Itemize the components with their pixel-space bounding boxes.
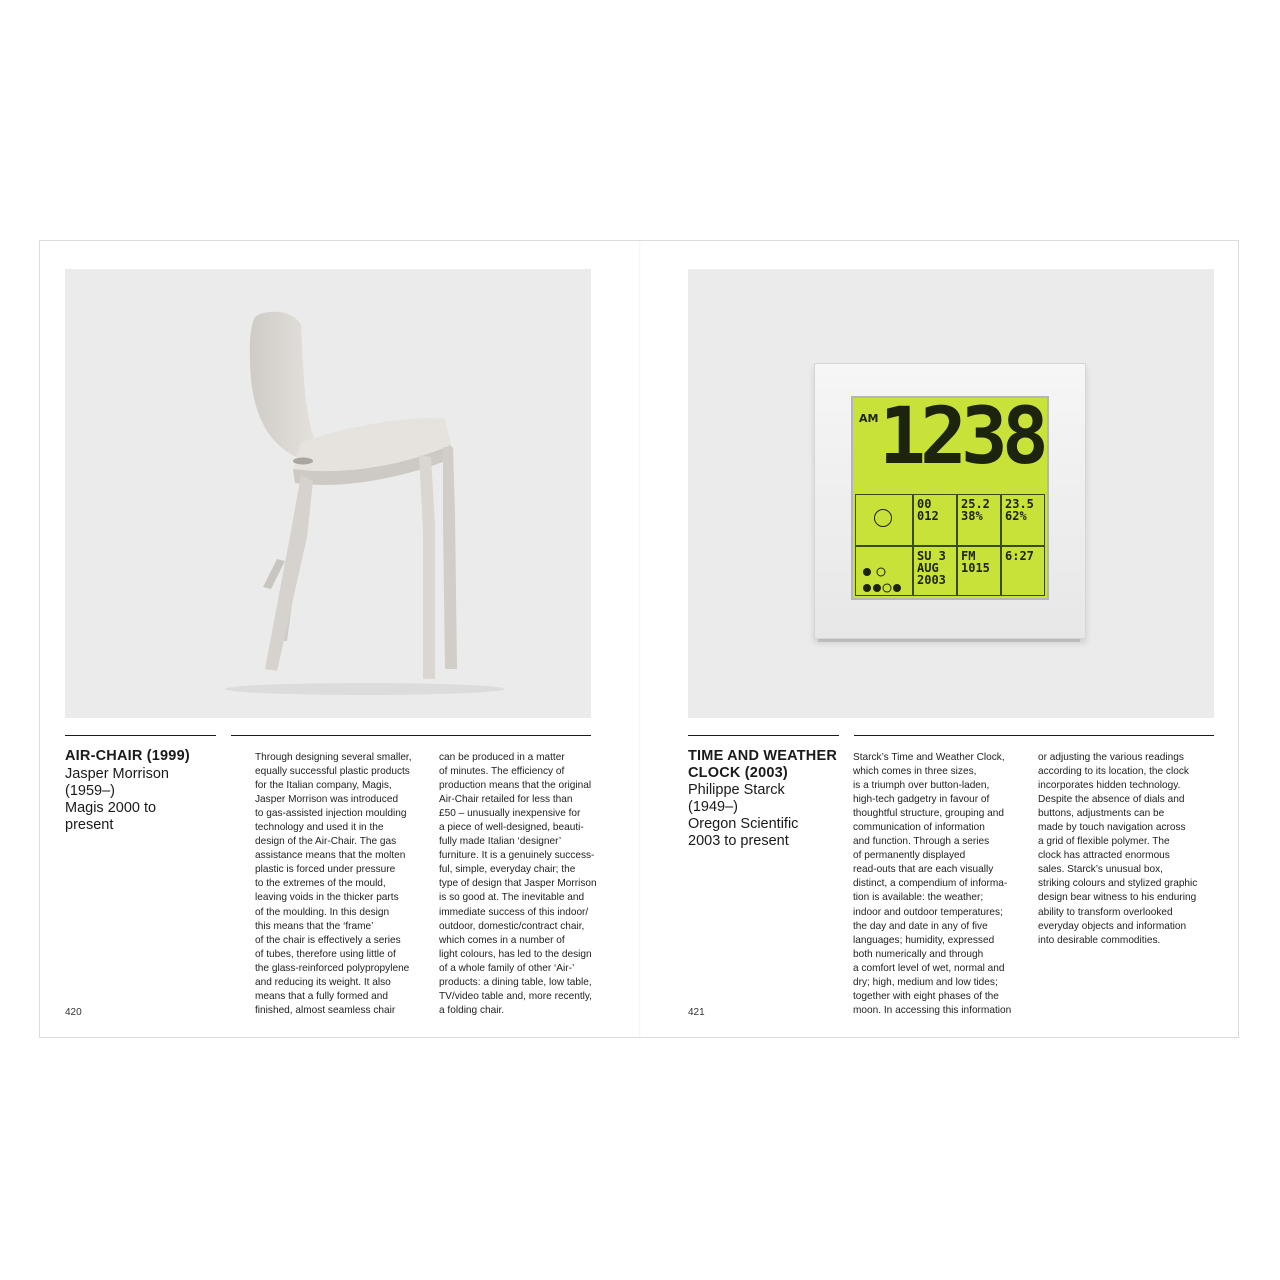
body-column-1: Starck’s Time and Weather Clock, which comes in three sizes, is a triumph over button-laden, high-tech gadgetry in favour of thoughtful structure, grouping and communication of information and function. Through a series of permanently displayed read-outs that are each visually distinct, a compendium of informa- tion is available: the weather; indoor and outdoor temperatures; the day and date in any of five languages; humidity, expressed both numerically and through a comfort level of wet, normal and dry; high, medium and low tides; together with eight phases of the moon. In accessing this information [853, 752, 1012, 1016]
page-number: 420 [65, 1007, 82, 1018]
title-rule [688, 735, 839, 736]
alarm-cell: 6:27 [1001, 546, 1045, 596]
left-page [40, 241, 640, 1037]
radio-cell: FM 1015 [957, 546, 1001, 596]
sun-icon [874, 509, 892, 527]
outdoor-cell: 23.5 62% [1001, 494, 1045, 546]
page-number: 421 [688, 1007, 705, 1018]
product-title: TIME AND WEATHER CLOCK (2003) [688, 748, 837, 781]
air-chair-illustration [65, 269, 591, 718]
book-spread [39, 240, 1239, 1038]
clock-time-digits: 1238 [879, 392, 1043, 482]
clock-body [814, 363, 1086, 639]
manufacturer: Magis 2000 to present [65, 800, 157, 834]
clock-photo [688, 269, 1214, 718]
right-page [640, 241, 1240, 1037]
date-cell: SU 3 AUG 2003 [913, 546, 957, 596]
body-column-2: can be produced in a matter of minutes. The efficiency of production means that the original Air-Chair retailed for less than £50 – unusually inexpensive for a piece of well-designed, beauti- fully made Italian ‘designer’ furniture. It is a genuinely success- ful, simple, everyday chair; the type of design that Jasper Morrison is so good at. The inevitable and immediate success of this indoor/ outdoor, domestic/contract chair, which comes in a number of light colours, has led to the design of a whole family of other ‘Air-’ products: a dining table, low table, TV/video table and, more recently, a folding chair. [439, 752, 597, 1016]
tide-cell: 00 012 [913, 494, 957, 546]
manufacturer: Oregon Scientific 2003 to present [688, 816, 799, 850]
text-rule [231, 735, 591, 736]
moon-phase-icon [859, 562, 909, 602]
body-column-1: Through designing several smaller, equally successful plastic products for the Italian company, Magis, Jasper Morrison was introduced to gas-assisted injection moulding technology and used it in the design of the Air-Chair. The gas assistance means that the molten plastic is forced under pressure to the extremes of the mould, leaving voids in the thicker parts of the moulding. In this design this means that the ‘frame’ of the chair is effectively a series of tubes, therefore using little of the glass-reinforced polypropylene and reducing its weight. It also means that a fully formed and finished, almost seamless chair [255, 752, 412, 1016]
clock-am-indicator: AM [859, 412, 879, 425]
indoor-cell: 25.2 38% [957, 494, 1001, 546]
weather-cell [855, 494, 913, 546]
title-rule [65, 735, 216, 736]
air-chair-photo [65, 269, 591, 718]
designer-name: Philippe Starck (1949–) [688, 782, 785, 816]
product-title: AIR-CHAIR (1999) [65, 748, 190, 764]
designer-name: Jasper Morrison (1959–) [65, 766, 169, 800]
moon-phase-cell [855, 546, 913, 596]
clock-readout-grid [855, 494, 1045, 596]
text-rule [854, 735, 1214, 736]
body-column-2: or adjusting the various readings according to its location, the clock incorporates hidden technology. Despite the absence of dials and buttons, adjustments can be made by touch navigation across a grid of flexible polymer. The clock has attracted enormous sales. Starck’s unusual box, striking colours and stylized graphic design bear witness to his enduring ability to transform overlooked everyday objects and information into desirable commodities. [1038, 752, 1198, 946]
clock-lcd-display [851, 392, 1049, 600]
